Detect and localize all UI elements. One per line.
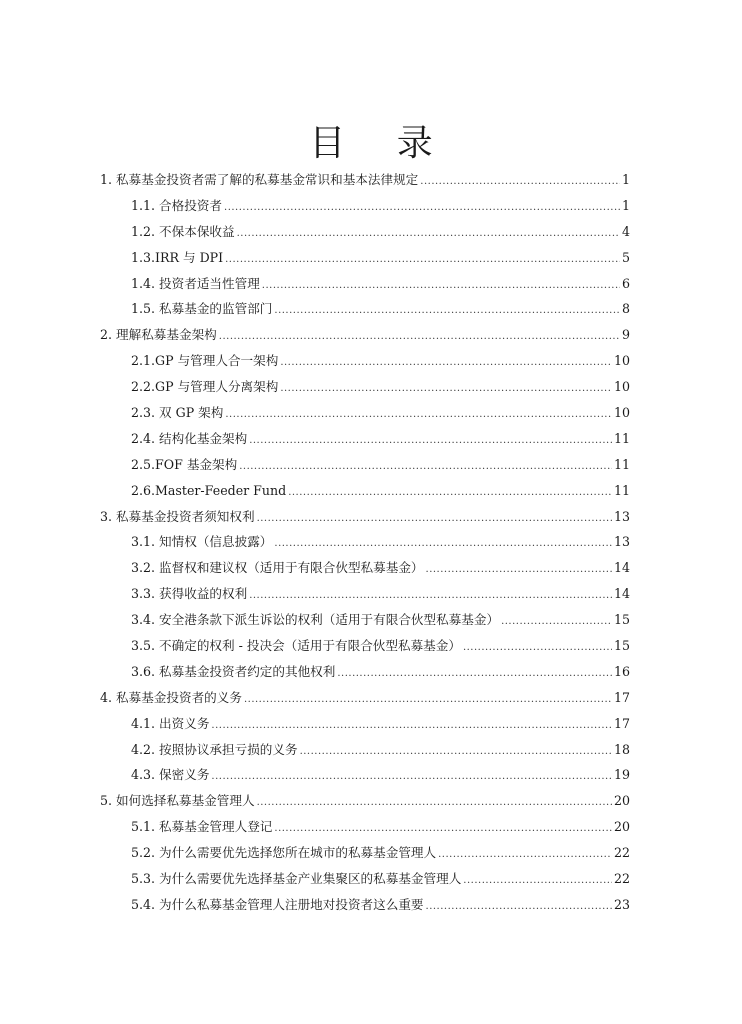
- toc-page-number: 14: [613, 586, 630, 602]
- toc-chapter-entry[interactable]: [100, 167, 630, 193]
- toc-section-entry[interactable]: [100, 529, 630, 555]
- toc-section-entry[interactable]: [100, 219, 630, 245]
- toc-section-entry[interactable]: [100, 659, 630, 685]
- toc-entry-label: 1. 私募基金投资者需了解的私募基金常识和基本法律规定: [100, 172, 419, 187]
- toc-entry-label: 2.4. 结构化基金架构: [131, 430, 248, 446]
- toc-entry-label: 3.4. 安全港条款下派生诉讼的权利（适用于有限合伙型私募基金）: [131, 612, 500, 628]
- toc-page-number: 9: [621, 327, 630, 343]
- toc-entry-label: 5.3. 为什么需要优先选择基金产业集聚区的私募基金管理人: [131, 871, 462, 887]
- toc-entry-label: 5.4. 为什么私募基金管理人注册地对投资者这么重要: [131, 896, 424, 912]
- toc-entry-label: 5.2. 为什么需要优先选择您所在城市的私募基金管理人: [131, 845, 437, 861]
- toc-page-number: 18: [613, 741, 630, 757]
- toc-section-entry[interactable]: [100, 296, 630, 322]
- toc-dot-leader: [426, 894, 612, 920]
- toc-entry-label: 4.3. 保密义务: [131, 767, 210, 783]
- toc-entry-label: 3.6. 私募基金投资者约定的其他权利: [131, 663, 336, 679]
- toc-dot-leader: [237, 221, 620, 247]
- toc-page-number: 5: [621, 249, 630, 265]
- toc-page-number: 6: [621, 275, 630, 291]
- toc-section-entry[interactable]: [100, 452, 630, 478]
- toc-dot-leader: [224, 195, 620, 221]
- toc-entry-label: 1.1. 合格投资者: [131, 197, 223, 213]
- toc-dot-leader: [501, 609, 612, 635]
- toc-dot-leader: [274, 816, 612, 842]
- toc-page-number: 1: [621, 197, 630, 213]
- toc-page-number: 13: [613, 508, 630, 524]
- toc-entry-label: 3. 私募基金投资者须知权利: [100, 508, 255, 524]
- toc-page-number: 11: [613, 456, 630, 472]
- toc-page-number: 20: [613, 819, 630, 835]
- toc-dot-leader: [257, 506, 612, 532]
- toc-entry-label: 5. 如何选择私募基金管理人: [100, 793, 255, 809]
- toc-entry-label: 2.5.FOF 基金架构: [131, 456, 238, 472]
- toc-entry-label: 1.4. 投资者适当性管理: [131, 275, 260, 291]
- toc-entry-label: 3.5. 不确定的权利 - 投决会（适用于有限合伙型私募基金）: [131, 638, 461, 654]
- toc-section-entry[interactable]: [100, 245, 630, 271]
- toc-entry-label: 3.3. 获得收益的权利: [131, 586, 248, 602]
- toc-dot-leader: [274, 298, 620, 324]
- toc-section-entry[interactable]: [100, 193, 630, 219]
- toc-dot-leader: [249, 583, 612, 609]
- toc-page-number: 10: [613, 405, 630, 421]
- toc-entry-label: 2.6.Master-Feeder Fund: [131, 482, 287, 498]
- toc-page-number: 10: [613, 379, 630, 395]
- toc-dot-leader: [420, 169, 620, 195]
- toc-section-entry[interactable]: [100, 555, 630, 581]
- toc-section-entry[interactable]: [100, 400, 630, 426]
- toc-page-number: 16: [613, 663, 630, 679]
- toc-dot-leader: [225, 402, 612, 428]
- toc-section-entry[interactable]: [100, 581, 630, 607]
- toc-entry-label: 4. 私募基金投资者的义务: [100, 689, 242, 705]
- toc-page-number: 22: [613, 845, 630, 861]
- toc-dot-leader: [280, 376, 612, 402]
- toc-page-number: 22: [613, 871, 630, 887]
- toc-chapter-entry[interactable]: [100, 504, 630, 530]
- toc-section-entry[interactable]: [100, 348, 630, 374]
- toc-section-entry[interactable]: [100, 607, 630, 633]
- toc-dot-leader: [300, 739, 612, 765]
- toc-dot-leader: [239, 454, 612, 480]
- toc-page-number: 13: [613, 534, 630, 550]
- toc-entry-label: 1.5. 私募基金的监管部门: [131, 301, 273, 317]
- toc-dot-leader: [257, 790, 612, 816]
- toc-page-number: 11: [613, 482, 630, 498]
- toc-page-number: 10: [613, 353, 630, 369]
- toc-dot-leader: [280, 350, 612, 376]
- toc-dot-leader: [219, 324, 620, 350]
- toc-page-number: 1: [621, 172, 630, 187]
- toc-dot-leader: [463, 868, 612, 894]
- toc-page-number: 4: [621, 223, 630, 239]
- toc-page-number: 19: [613, 767, 630, 783]
- toc-dot-leader: [426, 557, 612, 583]
- toc-entry-label: 3.1. 知情权（信息披露）: [131, 534, 273, 550]
- toc-page-number: 15: [613, 612, 630, 628]
- toc-entry-label: 1.3.IRR 与 DPI: [131, 249, 224, 265]
- toc-section-entry[interactable]: [100, 840, 630, 866]
- toc-section-entry[interactable]: [100, 478, 630, 504]
- toc-section-entry[interactable]: [100, 737, 630, 763]
- toc-section-entry[interactable]: [100, 866, 630, 892]
- toc-entry-label: 5.1. 私募基金管理人登记: [131, 819, 273, 835]
- toc-chapter-entry[interactable]: [100, 685, 630, 711]
- toc-dot-leader: [463, 635, 612, 661]
- toc-entry-label: 2.1.GP 与管理人合一架构: [131, 353, 279, 369]
- toc-page-number: 17: [613, 689, 630, 705]
- toc-dot-leader: [249, 428, 612, 454]
- toc-entry-label: 4.1. 出资义务: [131, 715, 210, 731]
- toc-dot-leader: [288, 480, 612, 506]
- toc-entry-label: 2. 理解私募基金架构: [100, 327, 217, 343]
- toc-page-number: 20: [613, 793, 630, 809]
- toc-dot-leader: [438, 842, 612, 868]
- toc-entry-label: 4.2. 按照协议承担亏损的义务: [131, 741, 298, 757]
- toc-entry-label: 2.2.GP 与管理人分离架构: [131, 379, 279, 395]
- toc-page-number: 14: [613, 560, 630, 576]
- toc-entry-label: 1.2. 不保本保收益: [131, 223, 235, 239]
- toc-dot-leader: [244, 687, 612, 713]
- toc-dot-leader: [211, 764, 612, 790]
- toc-section-entry[interactable]: [100, 762, 630, 788]
- page-title: 目 录: [309, 123, 453, 165]
- toc-page-number: 23: [613, 896, 630, 912]
- toc-page-number: 11: [613, 430, 630, 446]
- toc-page-number: 17: [613, 715, 630, 731]
- toc-section-entry[interactable]: [100, 271, 630, 297]
- toc-section-entry[interactable]: [100, 711, 630, 737]
- toc-dot-leader: [225, 247, 620, 273]
- toc-entry-label: 2.3. 双 GP 架构: [131, 405, 224, 421]
- toc-chapter-entry[interactable]: [100, 788, 630, 814]
- toc-section-entry[interactable]: [100, 633, 630, 659]
- toc-entry-label: 3.2. 监督权和建议权（适用于有限合伙型私募基金）: [131, 560, 424, 576]
- toc-chapter-entry[interactable]: [100, 322, 630, 348]
- toc-page-number: 15: [613, 638, 630, 654]
- toc-section-entry[interactable]: [100, 892, 630, 918]
- toc-dot-leader: [211, 713, 612, 739]
- toc-section-entry[interactable]: [100, 814, 630, 840]
- toc-dot-leader: [262, 273, 620, 299]
- toc-section-entry[interactable]: [100, 374, 630, 400]
- toc-page-number: 8: [621, 301, 630, 317]
- toc-section-entry[interactable]: [100, 426, 630, 452]
- toc-dot-leader: [337, 661, 612, 687]
- toc-dot-leader: [274, 531, 612, 557]
- table-of-contents: [100, 167, 630, 918]
